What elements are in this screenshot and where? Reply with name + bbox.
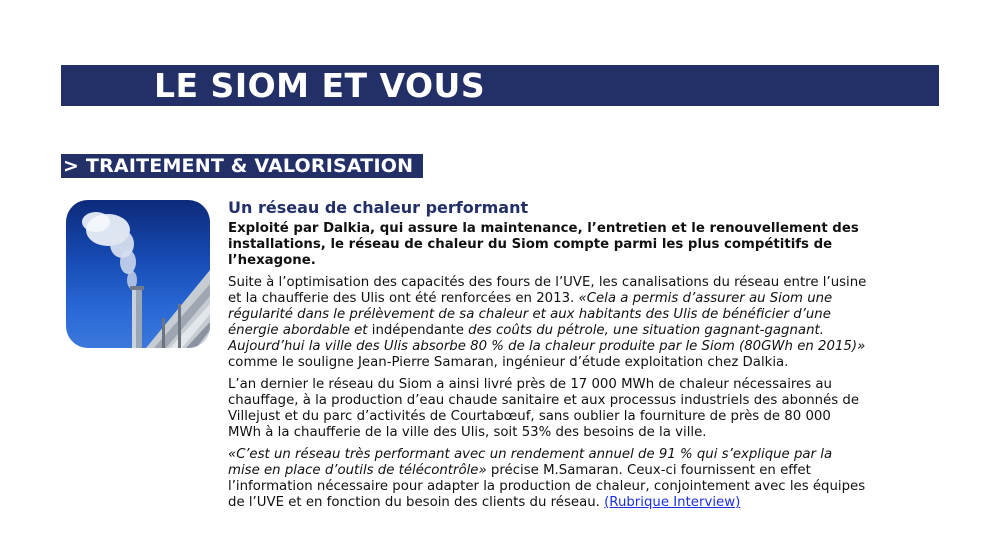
p1-plain-b: indépendante — [371, 323, 464, 338]
page-banner — [61, 65, 939, 106]
p1-quote-a: «Cela a permis d’assurer au Siom une régularité dans le prélèvement de sa chaleur et aux habitants des Ulis de bénéficier d’une énergie abordable et — [228, 291, 833, 338]
interview-link[interactable]: (Rubrique Interview) — [604, 495, 741, 510]
article-paragraph-3 — [228, 447, 868, 511]
p1-plain: Suite à l’optimisation des capacités des fours de l’UVE, les canalisations du réseau entre l’usine et la chaufferie des Ulis ont été renforcées en 2013. — [228, 275, 867, 306]
chimney-illustration — [66, 200, 210, 348]
p3-quote: «C’est un réseau très performant avec un rendement annuel de 91 % qui s’explique par la mise en place d’outils de télécontrôle» — [228, 447, 833, 478]
article-paragraph-1 — [228, 275, 868, 371]
article-headline: Un réseau de chaleur performant — [228, 198, 529, 217]
article-lead: Exploité par Dalkia, qui assure la maintenance, l’entretien et le renouvellement des installations, le réseau de chaleur du Siom compte parmi les plus compétitifs de l’hexagone. — [228, 221, 859, 268]
chimney-photo — [66, 200, 210, 348]
article-paragraph-2: L’an dernier le réseau du Siom a ainsi livré près de 17 000 MWh de chaleur nécessaires au chauffage, à la production d’eau chaude sanitaire et aux processus industriels des abonnés de Villejust et du parc d’activités de Courtabœuf, sans oublier la fourniture de près de 80 000 MWh à la chaufferie de la ville des Ulis, soit 53% des besoins de la ville. — [228, 377, 860, 440]
p1-plain-c: comme le souligne Jean-Pierre Samaran, ingénieur d’étude exploitation chez Dalkia. — [228, 355, 789, 370]
article — [228, 198, 868, 517]
page-title: LE SIOM ET VOUS — [154, 66, 486, 105]
p1-quote-b: des coûts du pétrole, une situation gagnant-gagnant. Aujourd’hui la ville des Ulis absorbe 80 % de la chaleur produite par le Siom (80GWh en 2015)» — [228, 323, 866, 354]
p3-plain: précise M.Samaran. Ceux-ci fournissent en effet l’information nécessaire pour adapter la production de chaleur, conjointement avec les équipes de l’UVE et en fonction du besoin des clients du réseau. — [228, 463, 866, 510]
section-title: > TRAITEMENT & VALORISATION — [61, 154, 423, 178]
